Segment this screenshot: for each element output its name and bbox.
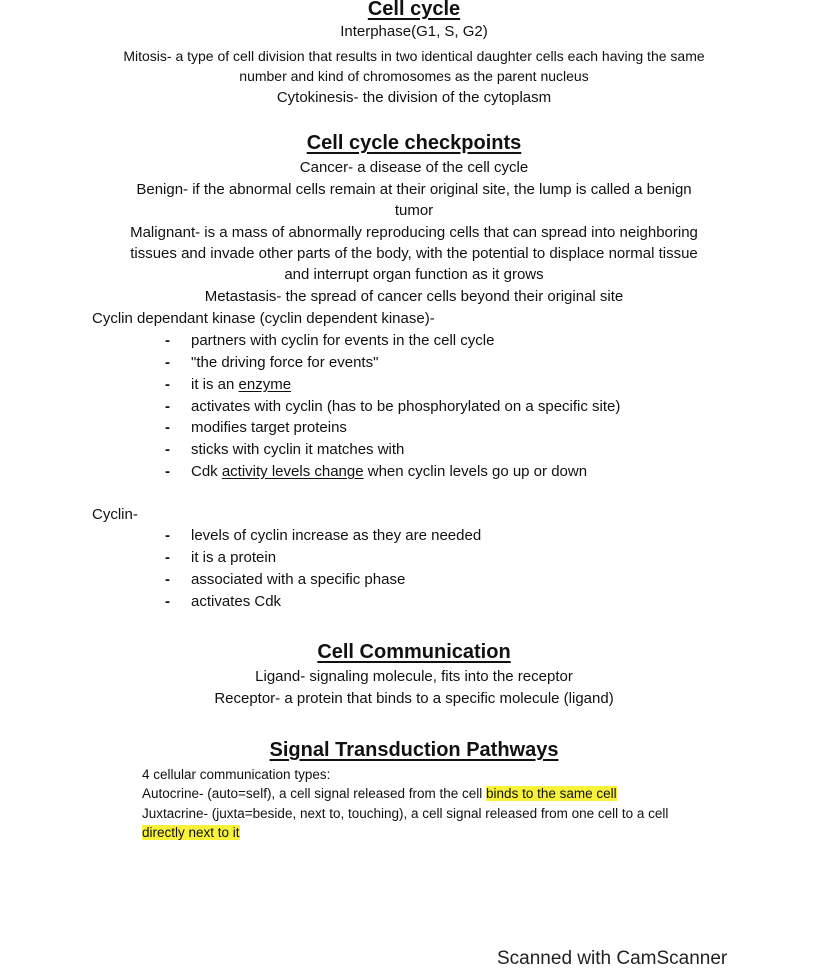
- list-item: it is a protein: [191, 549, 277, 566]
- list-item: [191, 375, 291, 395]
- bullet-dash: -: [165, 398, 170, 415]
- bullet-dash: -: [165, 376, 170, 393]
- autocrine-line: [142, 784, 617, 803]
- list-item: [191, 462, 587, 482]
- malignant-line: Malignant- is a mass of abnormally reproducing cells that can spread into neighboring: [130, 224, 698, 241]
- receptor-line: Receptor- a protein that binds to a specific molecule (ligand): [214, 690, 614, 707]
- underlined-term: enzyme: [238, 376, 292, 393]
- list-item: activates Cdk: [191, 593, 282, 610]
- cell-cycle-title: Cell cycle: [367, 0, 461, 20]
- highlighted-text: directly next to it: [142, 825, 240, 840]
- list-item: modifies target proteins: [191, 419, 347, 436]
- interphase-line: Interphase(G1, S, G2): [340, 23, 488, 40]
- bullet-dash: -: [165, 332, 170, 349]
- bullet-dash: -: [165, 549, 170, 566]
- list-item-text: it is an: [191, 376, 239, 393]
- benign-line-cont: tumor: [394, 202, 434, 219]
- bullet-dash: -: [165, 593, 170, 610]
- underlined-term: activity levels change: [221, 463, 364, 480]
- bullet-dash: -: [165, 527, 170, 544]
- list-item: sticks with cyclin it matches with: [191, 441, 405, 458]
- bullet-dash: -: [165, 463, 170, 480]
- mitosis-line-cont: number and kind of chromosomes as the parent nucleus: [239, 68, 589, 84]
- cancer-line: Cancer- a disease of the cell cycle: [299, 159, 529, 176]
- list-item: associated with a specific phase: [191, 571, 406, 588]
- cyclin-heading: Cyclin-: [92, 506, 138, 523]
- benign-line: Benign- if the abnormal cells remain at their original site, the lump is called a benign: [136, 181, 692, 198]
- bullet-dash: -: [165, 441, 170, 458]
- cytokinesis-line: Cytokinesis- the division of the cytoplasm: [276, 89, 552, 106]
- list-item: levels of cyclin increase as they are needed: [191, 527, 482, 544]
- malignant-line-cont1: tissues and invade other parts of the body, with the potential to displace normal tissue: [130, 245, 698, 262]
- cell-communication-title: Cell Communication: [317, 641, 511, 663]
- metastasis-line: Metastasis- the spread of cancer cells beyond their original site: [204, 288, 624, 305]
- autocrine-text: Autocrine- (auto=self), a cell signal released from the cell: [142, 786, 487, 801]
- scanner-watermark: Scanned with CamScanner: [497, 948, 728, 969]
- checkpoints-title: Cell cycle checkpoints: [306, 132, 522, 154]
- bullet-dash: -: [165, 571, 170, 588]
- ligand-line: Ligand- signaling molecule, fits into the receptor: [255, 668, 573, 685]
- malignant-line-cont2: and interrupt organ function as it grows: [284, 266, 544, 283]
- highlighted-text: binds to the same cell: [486, 786, 617, 801]
- list-item-text: when cyclin levels go up or down: [363, 463, 588, 480]
- list-item: activates with cyclin (has to be phosphorylated on a specific site): [191, 398, 621, 415]
- list-item-text: Cdk: [191, 463, 222, 480]
- mitosis-line: Mitosis- a type of cell division that results in two identical daughter cells each having the same: [123, 48, 705, 64]
- juxtacrine-line: Juxtacrine- (juxta=beside, next to, touching), a cell signal released from one cell to a cell: [142, 806, 669, 821]
- list-item: partners with cyclin for events in the cell cycle: [191, 332, 495, 349]
- juxtacrine-line-cont: [142, 823, 240, 842]
- bullet-dash: -: [165, 354, 170, 371]
- cdk-heading: Cyclin dependant kinase (cyclin dependent kinase)-: [92, 310, 435, 327]
- communication-types-intro: 4 cellular communication types:: [142, 767, 331, 782]
- list-item: "the driving force for events": [191, 354, 379, 371]
- signal-transduction-title: Signal Transduction Pathways: [269, 739, 559, 761]
- bullet-dash: -: [165, 419, 170, 436]
